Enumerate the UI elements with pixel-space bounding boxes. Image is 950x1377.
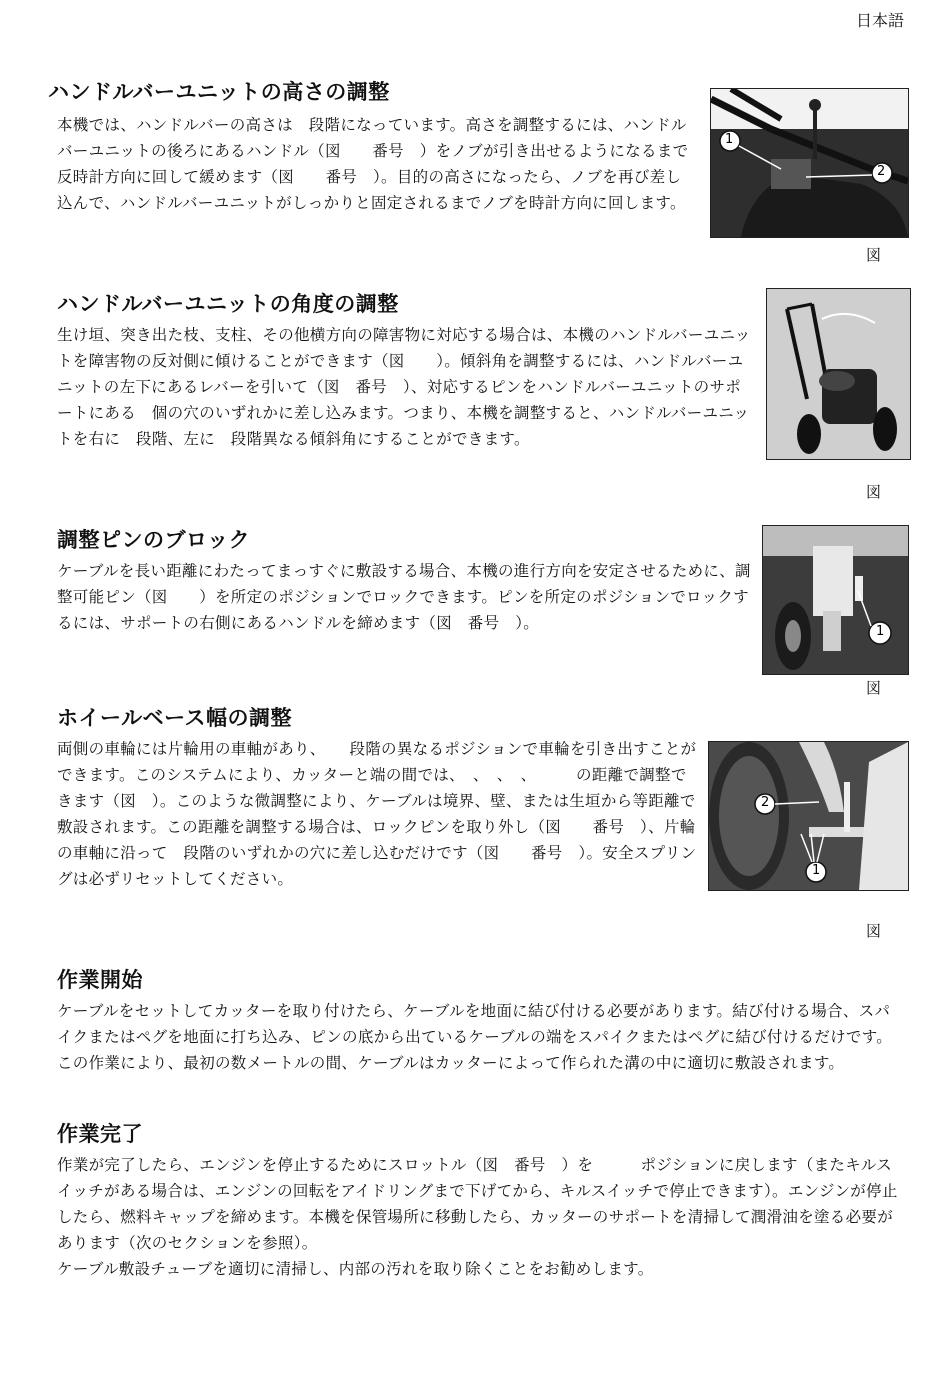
section-body: 本機では、ハンドルバーの高さは 段階になっています。高さを調整するには、ハンドルバーユニットの後ろにあるハンドル（図 番号 ）をノブが引き出せるようになるまで反時計方向に回して緩めます（図 番号 ）。目的の高さになったら、ノブを再び差し込んで、ハンドルバーユニットがしっかりと固定されるまでノブを時計方向に回します。 — [57, 116, 689, 212]
callout-2: 2 — [761, 795, 770, 810]
figure-label: 図 — [866, 679, 882, 697]
figure-pin-block — [762, 525, 909, 675]
section-body: 両側の車輪には片輪用の車軸があり、 段階の異なるポジションで車輪を引き出すことができます。このシステムにより、カッターと端の間では、 、 、 、 の距離で調整できます（図 ）。このような微調整により、ケーブルは境界、壁、または生垣から等距離で敷設されます。この距離を調整する場合は、ロックピンを取り外し（図 番号 ）、片輪の車軸に沿って 段階のいずれかの穴に差し込むだけです（図 番号 ）。安全スプリングは必ずリセットしてください。 — [57, 740, 697, 888]
section-title: 調整ピンのブロック — [57, 528, 251, 552]
callout-1: 1 — [876, 624, 885, 639]
language-label: 日本語 — [855, 11, 904, 30]
callout-1: 1 — [725, 132, 734, 147]
section-body: ケーブルを長い距離にわたってまっすぐに敷設する場合、本機の進行方向を安定させるために、調整可能ピン（図 ）を所定のポジションでロックできます。ピンを所定のポジションでロックするには、サポートの右側にあるハンドルを締めます（図 番号 ）。 — [57, 562, 751, 632]
figure-label: 図 — [866, 922, 882, 940]
section-title: ハンドルバーユニットの角度の調整 — [57, 292, 399, 316]
section-title: 作業完了 — [57, 1122, 143, 1146]
section-body: 作業が完了したら、エンジンを停止するためにスロットル（図 番号 ）を ポジションに戻します（またキルスイッチがある場合は、エンジンの回転をアイドリングまで下げてから、キルスイッチで停止できます）。エンジンが停止したら、燃料キャップを締めます。本機を保管場所に移動したら、カッターのサポートを清掃して潤滑油を塗る必要があります（次のセクションを参照）。 — [57, 1156, 898, 1252]
figure-handlebar-height — [710, 88, 909, 238]
figure-label: 図 — [866, 483, 882, 501]
section-body: ケーブルをセットしてカッターを取り付けたら、ケーブルを地面に結び付ける必要があります。結び付ける場合、スパイクまたはペグを地面に打ち込み、ピンの底から出ているケーブルの端をスパイクまたはペグに結び付けるだけです。この作業により、最初の数メートルの間、ケーブルはカッターによって作られた溝の中に適切に敷設されます。 — [57, 1002, 893, 1072]
section-title: ホイールベース幅の調整 — [57, 706, 293, 730]
section-title: ハンドルバーユニットの高さの調整 — [48, 80, 390, 104]
section-body-2: ケーブル敷設チューブを適切に清掃し、内部の汚れを取り除くことをお勧めします。 — [57, 1260, 654, 1278]
callout-1: 1 — [812, 863, 821, 878]
callout-2: 2 — [877, 164, 886, 179]
section-title: 作業開始 — [57, 968, 143, 992]
figure-wheelbase — [708, 741, 909, 891]
figure-handlebar-angle — [766, 288, 911, 460]
section-body: 生け垣、突き出た枝、支柱、その他横方向の障害物に対応する場合は、本機のハンドルバーユニットを障害物の反対側に傾けることができます（図 ）。傾斜角を調整するには、ハンドルバーユニットの左下にあるレバーを引いて（図 番号 ）、対応するピンをハンドルバーユニットのサポートにある 個の穴のいずれかに差し込みます。つまり、本機を調整すると、ハンドルバーユニットを右に 段階、左に 段階異なる傾斜角にすることができます。 — [57, 326, 751, 448]
figure-label: 図 — [866, 246, 882, 264]
